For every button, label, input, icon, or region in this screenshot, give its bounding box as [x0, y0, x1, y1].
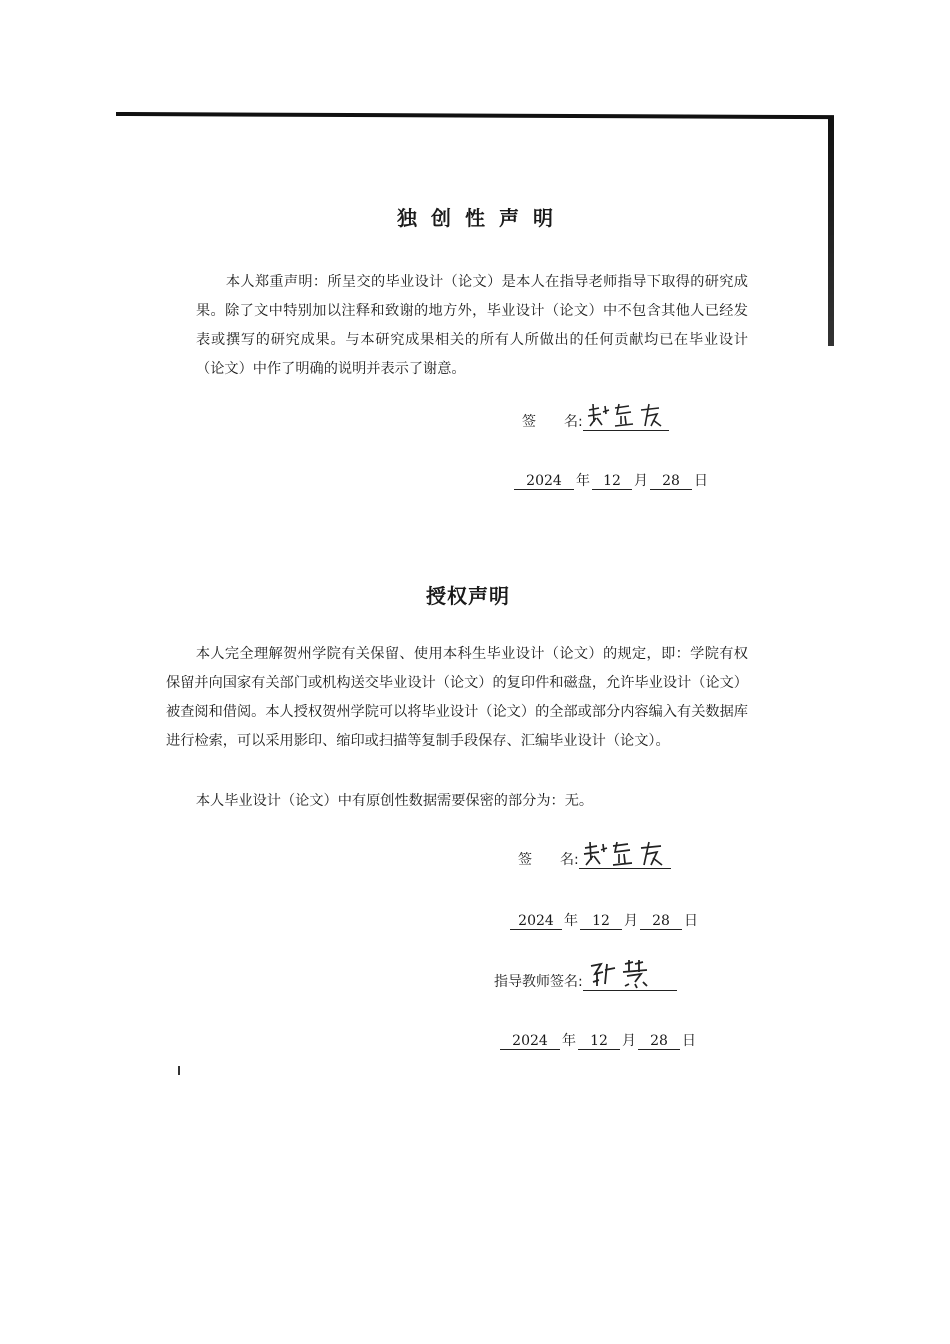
handwritten-signature [585, 400, 669, 430]
handwritten-signature [581, 838, 671, 868]
scan-edge-top [116, 112, 834, 119]
declaration-title: 独创性声明 [397, 206, 567, 230]
declaration-date [514, 470, 710, 490]
date-month: 12 [578, 1033, 620, 1050]
signature-label: 签 名: [522, 414, 583, 430]
date-year-char: 年 [564, 913, 578, 929]
date-day: 28 [650, 473, 692, 490]
signature-label: 签 名: [518, 852, 579, 868]
date-year-char: 年 [576, 473, 590, 489]
signature-line [579, 842, 671, 869]
date-year: 2024 [514, 473, 574, 490]
advisor-handwritten-signature [585, 958, 677, 990]
date-year: 2024 [500, 1033, 560, 1050]
advisor-date [500, 1030, 698, 1050]
advisor-signature-label: 指导教师签名: [494, 974, 583, 990]
authorization-title: 授权声明 [426, 584, 510, 608]
date-day-char: 日 [694, 473, 708, 489]
authorization-paragraph-1: 本人完全理解贺州学院有关保留、使用本科生毕业设计（论文）的规定，即：学院有权保留并向国家有关部门或机构送交毕业设计（论文）的复印件和磁盘，允许毕业设计（论文）被查阅和借阅。本人授权贺州学院可以将毕业设计（论文）的全部或部分内容编入有关数据库进行检索，可以采用影印、缩印或扫描等复制手段保存、汇编毕业设计（论文）。 [166, 646, 748, 749]
date-day-char: 日 [682, 1033, 696, 1049]
authorization-paragraph-2: 本人毕业设计（论文）中有原创性数据需要保密的部分为：无。 [195, 793, 594, 809]
advisor-signature-line [583, 964, 677, 991]
date-month: 12 [592, 473, 632, 490]
date-month-char: 月 [624, 913, 638, 929]
date-month: 12 [580, 913, 622, 930]
scan-edge-right [828, 116, 834, 346]
advisor-signature-row [494, 964, 677, 991]
date-day: 28 [638, 1033, 680, 1050]
authorization-date [510, 910, 700, 930]
declaration-signature-row [522, 404, 669, 431]
signature-line [583, 404, 669, 431]
date-year: 2024 [510, 913, 562, 930]
declaration-paragraph: 本人郑重声明：所呈交的毕业设计（论文）是本人在指导老师指导下取得的研究成果。除了文中特别加以注释和致谢的地方外，毕业设计（论文）中不包含其他人已经发表或撰写的研究成果。与本研究成果相关的所有人所做出的任何贡献均已在毕业设计（论文）中作了明确的说明并表示了谢意。 [196, 274, 748, 377]
date-year-char: 年 [562, 1033, 576, 1049]
date-month-char: 月 [634, 473, 648, 489]
date-day: 28 [640, 913, 682, 930]
date-day-char: 日 [684, 913, 698, 929]
scan-speck [178, 1066, 180, 1075]
authorization-signature-row [518, 842, 671, 869]
date-month-char: 月 [622, 1033, 636, 1049]
